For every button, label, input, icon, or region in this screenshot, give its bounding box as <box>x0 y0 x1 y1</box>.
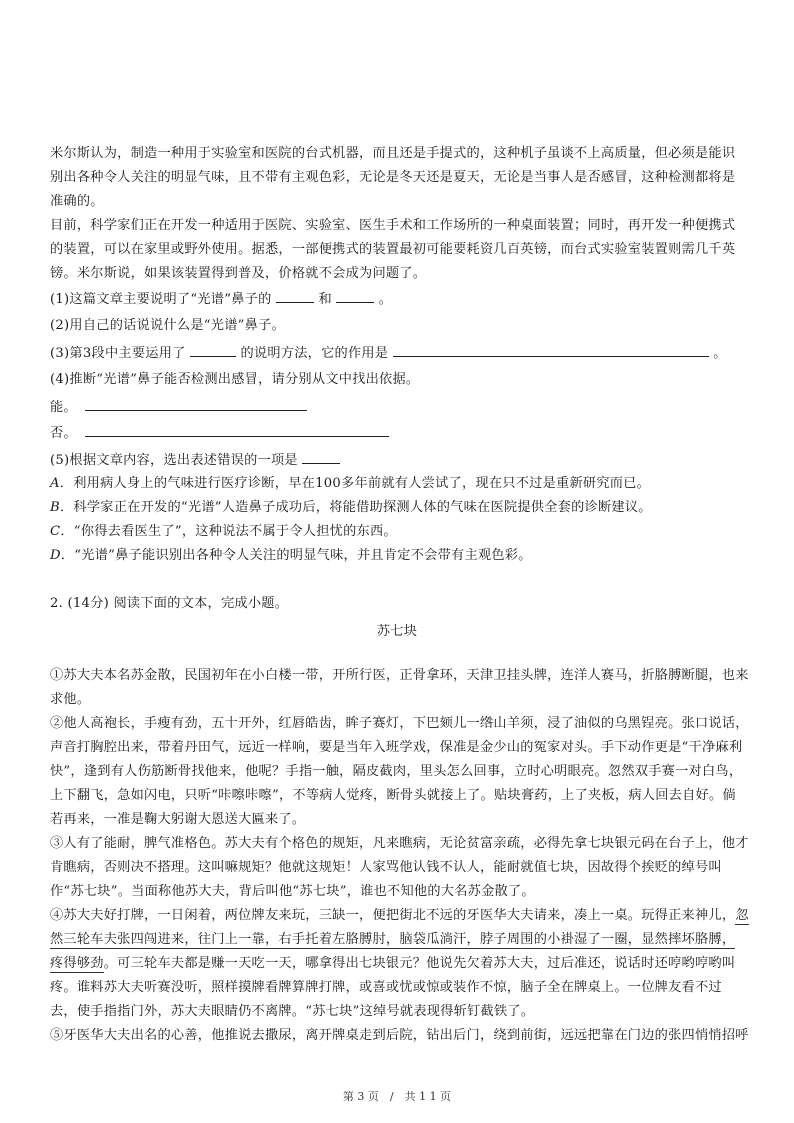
passage2-p1-line1: ①苏大夫本名苏金散，民国初年在小白楼一带，开所行医，正骨拿环，天津卫挂头牌，连洋人赛马，折胳膊断腿，也来 <box>50 668 749 683</box>
passage2-p4-line2 <box>50 928 750 952</box>
passage1-p1-line3: 准确的。 <box>50 194 104 209</box>
answer-blank-3b[interactable] <box>393 342 709 357</box>
page-footer: 第 3 页 / 共 1 1 页 <box>342 1090 452 1103</box>
passage1-p2-line3: 镑。米尔斯说，如果该装置得到普及，价格就不会成为问题了。 <box>50 266 427 281</box>
passage2-p2-line1: ②他人高袍长，手瘦有劲，五十开外，红唇皓齿，眸子赛灯，下巴颏儿一绺山羊须，浸了油似的乌黑锃亮。张口说话， <box>50 716 749 731</box>
passage2-p3-line3: 作“苏七块”。当面称他苏大夫，背后叫他“苏七块”，谁也不知他的大名苏金散了。 <box>50 884 535 899</box>
passage2-p4-line5: 去，使手指指门外，苏大夫眼睛仍不离牌。“苏七块”这绰号就表现得斩钉截铁了。 <box>50 1004 535 1019</box>
question-4-no: 否。 <box>50 422 750 446</box>
passage1-p2-line2: 的装置，可以在家里或野外使用。据悉，一部便携式的装置最初可能要耗资几百英镑，而台式实验室装置则需几千英 <box>50 242 736 257</box>
question-2: (2)用自己的话说说什么是“光谱”鼻子。 <box>50 318 285 333</box>
question-3: (3)第3段中主要运用了 的说明方法，它的作用是 。 <box>50 342 750 366</box>
passage2-p4-line3: 疼得够劲。可三轮车夫都是赚一天吃一天，哪拿得出七块银元？他说先欠着苏大夫，过后准还，说话时还哼哟哼哟叫 <box>50 956 736 971</box>
answer-blank-1a[interactable] <box>276 288 314 303</box>
answer-blank-5[interactable] <box>302 449 340 464</box>
option-b[interactable]: B．科学家正在开发的“光谱”人造鼻子成功后，将能借助探测人体的气味在医院提供全套的诊断建议。 <box>50 500 652 515</box>
underlined-sentence-middle: 然三轮车夫张四闯进来，往门上一靠，右手托着左胳膊肘，脑袋瓜淌汗，脖子周围的小褂湿了一圈，显然摔坏胳膊， <box>50 932 736 947</box>
option-c[interactable]: C．“你得去看医生了”，这种说法不属于令人担忧的东西。 <box>50 524 397 539</box>
option-a[interactable]: A．利用病人身上的气味进行医疗诊断，早在100多年前就有人尝试了，现在只不过是重新研究而已。 <box>50 476 651 491</box>
underlined-sentence-end: 疼得够劲 <box>50 956 104 971</box>
question-1: (1)这篇文章主要说明了“光谱”鼻子的 和 。 <box>50 288 750 312</box>
answer-blank-4-no[interactable] <box>85 422 389 437</box>
option-d[interactable]: D．“光谱”鼻子能识别出各种令人关注的明显气味，并且肯定不会带有主观色彩。 <box>50 548 532 563</box>
question-4: (4)推断“光谱”鼻子能否检测出感冒，请分别从文中找出依据。 <box>50 372 420 387</box>
passage2-p4-line1: ④苏大夫好打牌，一日闲着，两位牌友来玩，三缺一，便把街北不远的牙医华大夫请来，凑上一桌。玩得正来神儿，忽 <box>50 908 749 923</box>
passage2-p2-line2: 声音打胸腔出来，带着丹田气，远近一样响，要是当年入班学戏，保准是金少山的冤家对头。手下动作更是“干净麻利 <box>50 740 743 755</box>
passage2-p3-line1: ③人有了能耐，脾气准格色。苏大夫有个格色的规矩，凡来瞧病，无论贫富亲疏，必得先拿七块银元码在台子上，他才 <box>50 836 749 851</box>
answer-blank-1b[interactable] <box>336 288 374 303</box>
answer-blank-4-yes[interactable] <box>85 396 307 411</box>
passage2-p2-line5: 若再来，一准是鞠大躬谢大恩送大匾来了。 <box>50 812 306 827</box>
passage2-p2-line3: 快”，逢到有人伤筋断骨找他来，他呢？手指一触，隔皮截肉，里头怎么回事，立时心明眼亮。忽然双手赛一对白鸟， <box>50 764 743 779</box>
passage2-p1-line2: 求他。 <box>50 692 91 707</box>
question-4-yes: 能。 <box>50 396 750 420</box>
passage1-p1-line2: 别出各种令人关注的明显气味，且不带有主观色彩，无论是冬天还是夏天，无论是当事人是否感冒，这种检测都将是 <box>50 170 736 185</box>
passage1-p2-line1: 目前，科学家们正在开发一种适用于医院、实验室、医生手术和工作场所的一种桌面装置；同时，再开发一种便携式 <box>50 218 736 233</box>
underlined-sentence-start: 忽 <box>735 908 749 923</box>
answer-blank-3a[interactable] <box>190 342 236 357</box>
passage2-p4-line4: 疼。谁料苏大夫听赛没听，照样摸牌看牌算牌打牌，或喜或忧或惊或装作不惊，脑子全在牌桌上。一位牌友看不过 <box>50 980 722 995</box>
passage2-p2-line4: 上下翻飞，急如闪电，只听“咔嚓咔嚓”，不等病人觉疼，断骨头就接上了。贴块膏药，上了夹板，病人回去自好。倘 <box>50 788 736 803</box>
passage1-p1-line1: 米尔斯认为，制造一种用于实验室和医院的台式机器，而且还是手提式的，这种机子虽谈不上高质量，但必须是能识 <box>50 146 736 161</box>
question-5: (5)根据文章内容，选出表述错误的一项是 <box>50 449 750 473</box>
question-2-header: 2. (14分) 阅读下面的文本，完成小题。 <box>50 596 289 611</box>
story-title: 苏七块 <box>376 624 418 639</box>
passage2-p5-line1: ⑤牙医华大夫出名的心善，他推说去撒尿，离开牌桌走到后院，钻出后门，绕到前街，远远把靠在门边的张四悄悄招呼 <box>50 1028 749 1043</box>
passage2-p3-line2: 肯瞧病，否则决不搭理。这叫嘛规矩？他就这规矩！人家骂他认钱不认人，能耐就值七块，因故得个挨贬的绰号叫 <box>50 860 722 875</box>
